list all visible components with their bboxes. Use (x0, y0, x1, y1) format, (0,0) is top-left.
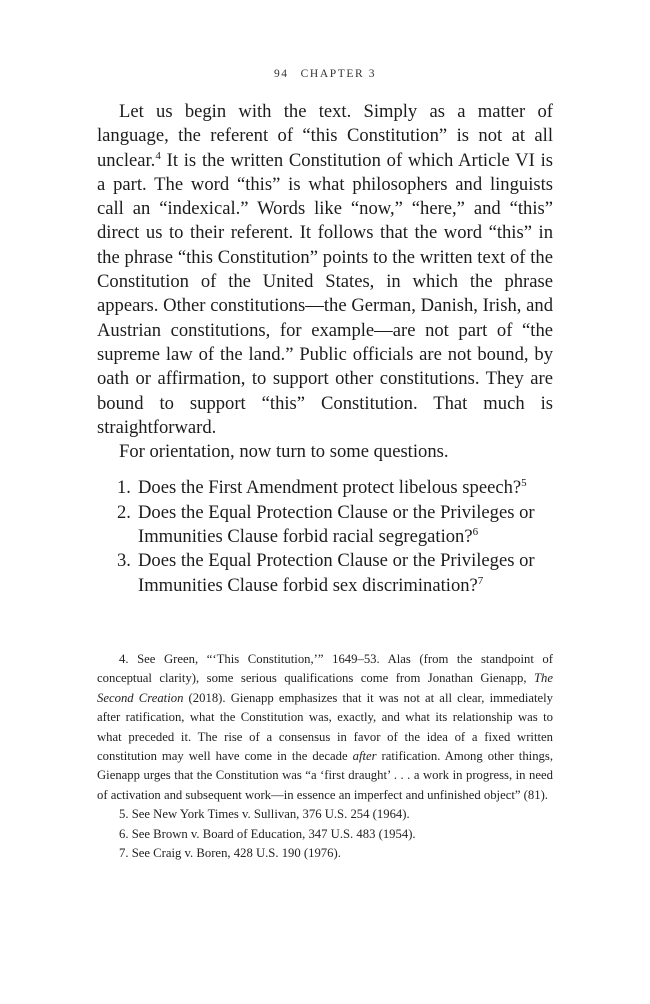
footnote-6: 6. See Brown v. Board of Education, 347 U.S. 483 (1954). (119, 826, 416, 841)
list-item-number: 2. (117, 501, 131, 523)
chapter-label: CHAPTER 3 (300, 68, 377, 80)
paragraph-intro-text-a: Let us begin with the text. Simply as a matter of language, the referent of “this Constitution” is not at all unclear. (97, 101, 553, 171)
main-text (97, 100, 553, 598)
page-number: 94 (273, 68, 289, 80)
footnote-4-part3: ratification. Among other things, Gienapp urges that the Constitution was “a ‘first draught’ . . . a work in progress, in need of activation and subsequent work—in essence an imperfect and unfinished object” (81). (97, 749, 554, 802)
footnotes (97, 650, 553, 863)
list-item (97, 549, 553, 598)
list-item-text: Does the Equal Protection Clause or the Privileges or Immunities Clause forbid racial segregation? (138, 501, 535, 548)
footnote-ref-7: 7 (477, 574, 484, 587)
question-list (97, 476, 553, 597)
list-item (97, 476, 553, 500)
footnote-4-emphasis: after (352, 749, 377, 764)
footnote-7: 7. See Craig v. Boren, 428 U.S. 190 (1976). (119, 846, 341, 861)
running-head (0, 68, 650, 80)
list-item (97, 501, 553, 550)
footnote-ref-4: 4 (155, 149, 161, 162)
footnote-4-title: The Second Creation (97, 671, 553, 705)
paragraph-orientation: For orientation, now turn to some questions. (119, 441, 449, 463)
list-item-number: 3. (117, 550, 131, 572)
paragraph-intro (97, 100, 553, 440)
list-item-text: Does the First Amendment protect libelous speech? (138, 477, 522, 499)
footnote-4 (97, 650, 553, 805)
footnote-ref-5: 5 (521, 477, 527, 490)
footnote-4-part2: (2018). Gienapp emphasizes that it was not at all clear, immediately after ratification, what the Constitution was, exactly, and what its relationship was to what preceded it. The rise of a consensus in favor of the idea of a fixed written constitution may well have come in the decade (97, 690, 553, 764)
list-item-number: 1. (117, 477, 131, 499)
list-item-text: Does the Equal Protection Clause or the Privileges or Immunities Clause forbid sex discrimination? (138, 550, 535, 596)
footnote-ref-6: 6 (472, 526, 479, 539)
paragraph-intro-text-b: It is the written Constitution of which Article VI is a part. The word “this” is what philosophers and linguists call an “indexical.” Words like “now,” “here,” and “this” direct us to their referent. It follows that the word “this” in the phrase “this Constitution” points to the written text of the Constitution of the United States, in which the phrase appears. Other constitutions—the German, Danish, Irish, and Austrian constitutions, for example—are not part of “the supreme law of the land.” Public officials are not bound, by oath or affirmation, to support other constitutions. They are bound to support “this” Constitution. That much is straightforward. (97, 149, 553, 438)
footnote-4-part1: 4. See Green, “‘This Constitution,’” 1649–53. Alas (from the standpoint of conceptual clarity), some serious qualifications come from Jonathan Gienapp, (97, 652, 553, 686)
footnote-5: 5. See New York Times v. Sullivan, 376 U.S. 254 (1964). (119, 807, 410, 822)
